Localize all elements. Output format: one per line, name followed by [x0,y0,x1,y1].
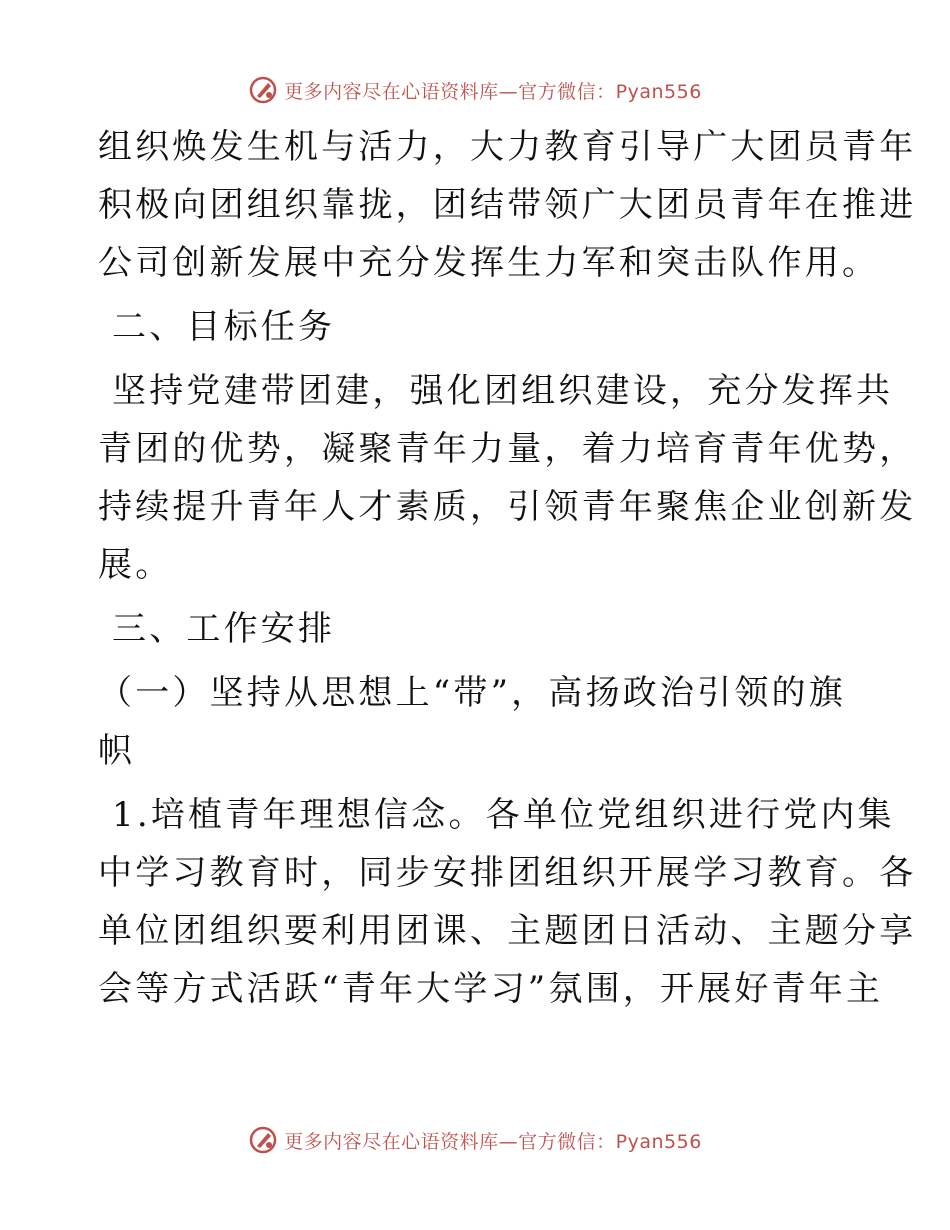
pen-quill-logo-icon [248,75,278,105]
text-line: 公司创新发展中充分发挥生力军和突击队作用。 [98,243,880,283]
paragraph-item-1 [98,786,917,1018]
text-line: 1.培植青年理想信念。各单位党组织进行党内集 [98,795,895,835]
paragraph-intro [98,118,917,292]
text-line: 中学习教育时，同步安排团组织开展学习教育。各 [98,853,917,893]
text-line: 持续提升青年人才素质，引领青年聚焦企业创新发 [98,487,917,527]
section-heading-arrangement: 三、工作安排 [98,609,336,649]
text-line: 积极向团组织靠拢，团结带领广大团员青年在推进 [98,185,917,225]
watermark-text: 更多内容尽在心语资料库—官方微信：Pyan556 [284,1130,702,1153]
watermark-text: 更多内容尽在心语资料库—官方微信：Pyan556 [284,80,702,103]
subsection-heading-1 [98,664,858,780]
text-line: 帜 [98,731,136,771]
text-line: 展。 [98,545,173,585]
text-line: 坚持党建带团建，强化团组织建设，充分发挥共 [98,371,894,411]
footer-watermark [0,1120,950,1160]
text-line: 单位团组织要利用团课、主题团日活动、主题分享 [98,911,917,951]
pen-quill-logo-icon [248,1125,278,1155]
header-watermark [0,70,950,110]
text-line: 组织焕发生机与活力，大力教育引导广大团员青年 [98,127,917,167]
text-line: 青团的优势，凝聚青年力量，着力培育青年优势， [98,429,917,469]
section-heading-goals: 二、目标任务 [98,307,336,347]
text-line: 会等方式活跃“青年大学习”氛围，开展好青年主 [98,969,884,1009]
paragraph-goals [98,362,917,594]
text-line: （一）坚持从思想上“带”，高扬政治引领的旗 [98,673,846,713]
document-body [98,118,917,1018]
